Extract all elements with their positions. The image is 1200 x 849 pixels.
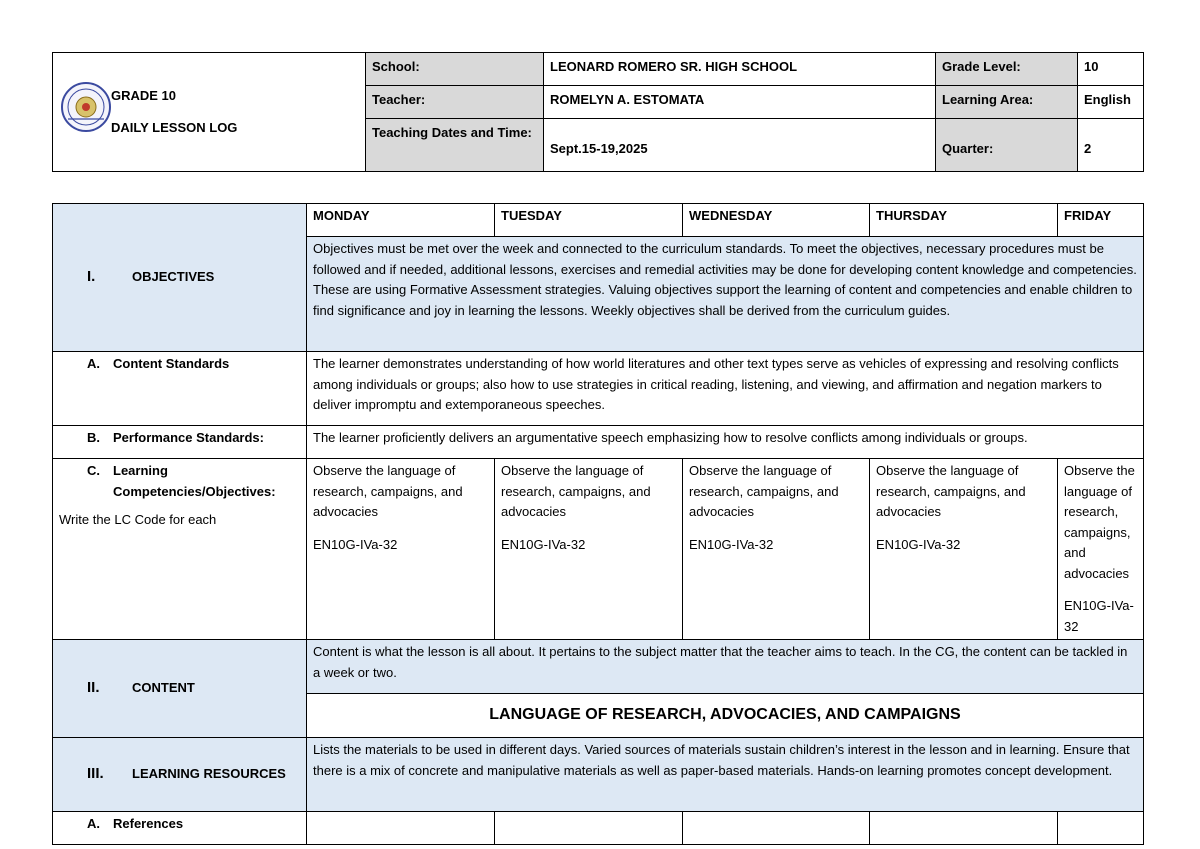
content-topic-cell [307, 694, 1144, 738]
competencies-note: Write the LC Code for each [59, 512, 217, 527]
teacher-label: Teacher: [366, 86, 544, 119]
competency-text: Observe the language of research, campaigns, and advocacies [1064, 463, 1135, 581]
competency-text: Observe the language of research, campaigns, and advocacies [876, 463, 1026, 519]
performance-standards-text: The learner proficiently delivers an argumentative speech emphasizing how to resolve conflicts among individuals or groups. [307, 426, 1144, 459]
day-wednesday: WEDNESDAY [683, 204, 870, 237]
objectives-numeral: I. [87, 268, 96, 286]
competency-cell-thursday [870, 459, 1058, 640]
competency-text: Observe the language of research, campaigns, and advocacies [501, 463, 651, 519]
content-standards-text: The learner demonstrates understanding of how world literatures and other text types serve as vehicles of expressing and resolving conflicts among individuals or groups; also how to use strategies in critical reading, listening, and viewing, and affirmation and negation markers to deliver impromptu and extemporaneous speeches. [307, 352, 1144, 426]
competencies-title-line1: Learning [113, 463, 168, 478]
teacher-value: ROMELYN A. ESTOMATA [544, 86, 936, 119]
grade-level-label: Grade Level: [936, 53, 1078, 86]
day-tuesday: TUESDAY [495, 204, 683, 237]
references-letter: A. [87, 816, 100, 831]
log-title: DAILY LESSON LOG [111, 120, 238, 135]
header-table [52, 52, 1144, 172]
content-numeral: II. [87, 679, 100, 697]
references-cell-friday [1058, 812, 1144, 845]
performance-standards-heading [53, 426, 307, 459]
school-value: LEONARD ROMERO SR. HIGH SCHOOL [544, 53, 936, 86]
day-thursday: THURSDAY [870, 204, 1058, 237]
references-heading [53, 812, 307, 845]
resources-heading-cell [53, 738, 307, 812]
competency-code: EN10G-IVa-32 [1064, 598, 1134, 634]
dates-label: Teaching Dates and Time: [366, 119, 544, 172]
resources-numeral: III. [87, 765, 104, 783]
content-standards-heading [53, 352, 307, 426]
content-heading-cell [53, 640, 307, 738]
competency-cell-monday [307, 459, 495, 640]
content-topic: LANGUAGE OF RESEARCH, ADVOCACIES, AND CAMPAIGNS [489, 706, 961, 724]
competency-text: Observe the language of research, campaigns, and advocacies [689, 463, 839, 519]
learning-area-value: English [1078, 86, 1144, 119]
quarter-value: 2 [1078, 119, 1144, 172]
content-title: CONTENT [132, 680, 195, 696]
references-cell-wednesday [683, 812, 870, 845]
references-cell-tuesday [495, 812, 683, 845]
references-cell-monday [307, 812, 495, 845]
objectives-heading-cell [53, 204, 307, 352]
competency-code: EN10G-IVa-32 [689, 536, 774, 552]
content-standards-letter: A. [87, 356, 100, 371]
quarter-label: Quarter: [936, 119, 1078, 172]
deped-seal-icon [60, 79, 112, 135]
competency-cell-tuesday [495, 459, 683, 640]
competency-cell-wednesday [683, 459, 870, 640]
content-text: Content is what the lesson is all about. It pertains to the subject matter that the teacher aims to teach. In the CG, the content can be tackled in a week or two. [307, 640, 1144, 694]
performance-standards-title: Performance Standards: [113, 430, 264, 445]
day-friday: FRIDAY [1058, 204, 1144, 237]
header-logo-cell [53, 53, 366, 172]
competency-cell-friday [1058, 459, 1144, 640]
objectives-title: OBJECTIVES [132, 269, 215, 285]
grade-level-value: 10 [1078, 53, 1144, 86]
competency-code: EN10G-IVa-32 [501, 536, 586, 552]
resources-text: Lists the materials to be used in different days. Varied sources of materials sustain children’s interest in the lesson and in learning. Ensure that there is a mix of concrete and manipulative materials as well as paper-based materials. Hands-on learning promotes concept development. [307, 738, 1144, 812]
resources-title: LEARNING RESOURCES [132, 766, 286, 782]
day-monday: MONDAY [307, 204, 495, 237]
objectives-text: Objectives must be met over the week and connected to the curriculum standards. To meet the objectives, necessary procedures must be followed and if needed, additional lessons, exercises and remedial activities may be done for developing content knowledge and competencies. These are using Formative Assessment strategies. Valuing objectives support the learning of content and competencies and enable children to find significance and joy in learning the lessons. Weekly objectives shall be derived from the curriculum guides. [307, 237, 1144, 352]
competency-code: EN10G-IVa-32 [313, 536, 398, 552]
learning-area-label: Learning Area: [936, 86, 1078, 119]
competencies-title-line2: Competencies/Objectives: [113, 483, 276, 499]
lesson-log-table [52, 203, 1144, 845]
dates-value: Sept.15-19,2025 [544, 119, 936, 172]
grade-title: GRADE 10 [111, 88, 177, 103]
competency-text: Observe the language of research, campaigns, and advocacies [313, 463, 463, 519]
references-cell-thursday [870, 812, 1058, 845]
references-title: References [113, 816, 184, 831]
competency-code: EN10G-IVa-32 [876, 536, 961, 552]
content-standards-title: Content Standards [113, 356, 230, 371]
school-label: School: [366, 53, 544, 86]
performance-standards-letter: B. [87, 430, 100, 445]
competencies-letter: C. [87, 463, 100, 478]
competencies-heading [53, 459, 307, 640]
